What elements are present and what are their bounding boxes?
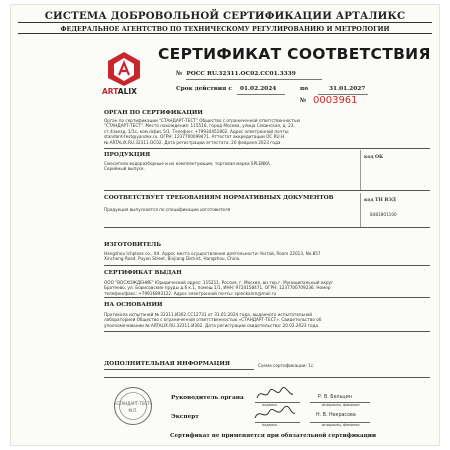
serial-label: №	[300, 98, 307, 104]
brand-wordmark: ARTALIX	[102, 87, 137, 96]
stamp-mp: М.П.	[128, 408, 138, 413]
additional-info-heading: ДОПОЛНИТЕЛЬНАЯ ИНФОРМАЦИЯ	[104, 361, 230, 367]
ok-code-label: код ОК	[364, 155, 384, 160]
head-name-caption: инициалы, фамилия	[322, 403, 360, 407]
seal-stamp-icon	[113, 386, 153, 426]
basis-text: Протокола испытаний № 32311.И302.СС12731 от 31.01.2024 года, выданного испытательной лабораторией Общество с ограниченной ответственностью «СТАНДАРТ-ТЕСТ». Свидетельство об уполномочивании № ARTALIX.RU.32311.И302. Дата регистрации свидетельства: 20.02.2023 года.	[104, 312, 322, 328]
expert-name: Н. В. Некрасова	[316, 413, 356, 418]
expert-name-caption: инициалы, фамилия	[322, 423, 360, 427]
footer-note: Сертификат не применяется при обязательной сертификации	[170, 433, 377, 439]
section-divider	[104, 227, 430, 228]
tnved-code: 8481801100	[370, 212, 397, 217]
certification-body-text: Орган по сертификации "СТАНДАРТ-ТЕСТ" Общество с ограниченной ответственностью "СТАНДАРТ-ТЕСТ". Место нахождения: 115516, город Москва, улица Севанская, д. 23, ст.4заезд, 1/1с, ком./офис 5/1. Телефон: +79934451802. Адрес электронной почты: standard-test@yandex.ru. ОГРН: 1237700099471. Аттестат аккредитации ОС RU.Н. № ARTALIX.RU.32311.ОС02. Дата регистрации аттестата: 20 февраля 2023 года	[104, 118, 300, 145]
system-heading: СИСТЕМА ДОБРОВОЛЬНОЙ СЕРТИФИКАЦИИ АРТАЛИКС	[44, 10, 406, 22]
section-divider	[104, 297, 430, 298]
header-divider-bottom	[18, 33, 432, 34]
stamp-text: «СТАНДАРТ-ТЕСТ»	[113, 401, 153, 406]
section-divider	[104, 331, 430, 332]
agency-heading: ФЕДЕРАЛЬНОЕ АГЕНТСТВО ПО ТЕХНИЧЕСКОМУ РЕГУЛИРОВАНИЮ И МЕТРОЛОГИИ	[60, 25, 390, 33]
sign-caption: подпись	[262, 403, 278, 407]
manufacturer-text: Hangzhou Ichpleas co., ltd. Адрес места осуществления деятельности: Китай, Room 22013, No.857 Xincheng Road, Puyan Street, Binjiang District, Hangzhou, China.	[104, 251, 321, 262]
registration-number: № РОСС RU.32311.ОС02.СС01.3339	[176, 71, 296, 77]
validity-to-label: по	[300, 86, 309, 92]
conformity-heading: СООТВЕТСТВУЕТ ТРЕБОВАНИЯМ НОРМАТИВНЫХ ДОКУМЕНТОВ	[104, 195, 334, 201]
section-divider	[104, 190, 430, 191]
validity-to: 31.01.2027	[329, 86, 366, 92]
sign-caption: подпись	[262, 423, 278, 427]
registration-underline	[186, 79, 322, 80]
certificate-title: СЕРТИФИКАТ СООТВЕТСТВИЯ	[158, 45, 431, 63]
tnved-label: код ТН ВЭД	[364, 198, 397, 203]
serial-number: 0003961	[313, 95, 358, 106]
section-divider	[104, 148, 430, 149]
section-divider	[104, 265, 430, 266]
section-divider	[104, 369, 254, 370]
expert-signature-icon	[253, 404, 297, 422]
manufacturer-heading: ИЗГОТОВИТЕЛЬ	[104, 242, 162, 248]
certification-body-heading: ОРГАН ПО СЕРТИФИКАЦИИ	[104, 110, 203, 116]
head-signature-label: Руководитель органа	[171, 395, 244, 401]
header-divider	[18, 22, 432, 23]
artalix-logo-icon	[106, 51, 142, 87]
date-from-underline	[237, 94, 285, 95]
issued-to-text: ООО "ВОСХОЖДЕНИЕ" Юридический адрес: 115211, Россия, г. Москва ,вн.тер.г. Муниципальный округ Братеево, ул. Борисовские пруды д.6 к.1, помещ 1/1, ИНН: 9724158471, ОГРН: 1237700709236. Номер телефон/факс: +79916893122. Адрес электронной почты: splenkanm@mail.ru	[104, 280, 334, 296]
head-signature-icon	[255, 386, 295, 402]
conformity-text: Продукция выпускается по спецификации изготовителя	[104, 207, 231, 212]
product-heading: ПРОДУКЦИЯ	[104, 152, 151, 158]
issued-to-heading: СЕРТИФИКАТ ВЫДАН	[104, 270, 182, 276]
section-divider	[104, 377, 430, 378]
validity-from: Срок действия с 01.02.2024	[176, 86, 277, 92]
expert-signature-label: Эксперт	[171, 414, 199, 420]
head-name: Р. В. Бельцин	[318, 395, 352, 400]
basis-heading: НА ОСНОВАНИИ	[104, 302, 163, 308]
certification-scheme: Схема сертификации: 1с.	[258, 363, 315, 368]
product-text: Смесители водоразборные и их комплектующие, торговая марка SPLENKA. Серийный выпуск.	[104, 161, 272, 172]
